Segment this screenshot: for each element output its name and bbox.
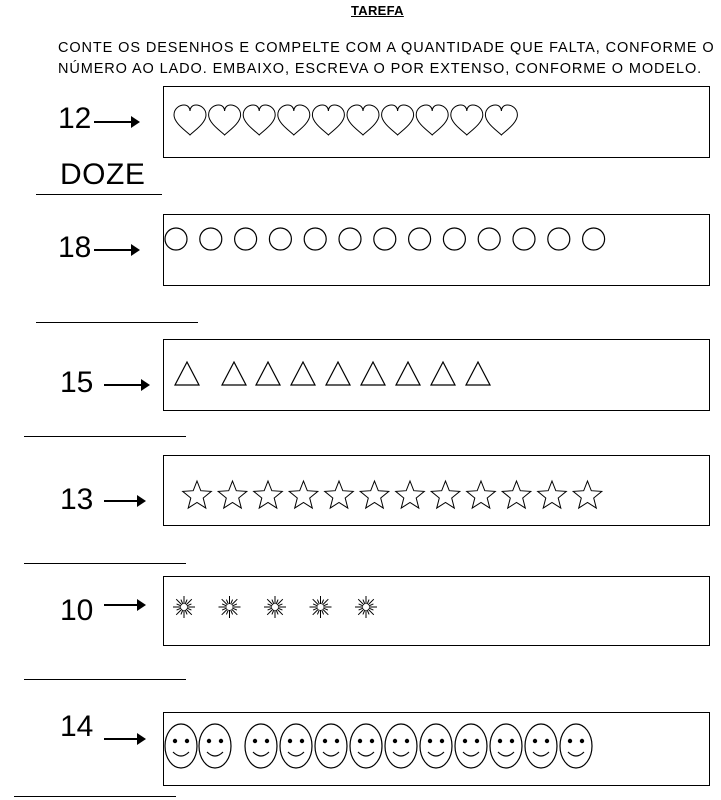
sun-icon	[173, 596, 195, 618]
answer-line[interactable]	[36, 194, 162, 195]
star-icon	[360, 481, 389, 508]
heart-icon	[174, 105, 206, 135]
arrow-icon	[104, 604, 144, 606]
smiley-face-icon	[385, 724, 417, 768]
star-icon	[573, 481, 602, 508]
instruction-line-1: CONTE OS DESENHOS E COMPELTE COM A QUANTIDADE QUE FALTA, CONFORME O	[58, 40, 715, 56]
heart-icon	[416, 105, 448, 135]
smiley-face-icon	[280, 724, 312, 768]
answer-line[interactable]	[24, 436, 186, 437]
heart-icon	[209, 105, 241, 135]
answer-word: DOZE	[60, 158, 146, 191]
smiley-face-icon	[490, 724, 522, 768]
circle-icon	[304, 228, 326, 250]
drawing-box[interactable]	[163, 339, 710, 411]
triangle-icon	[175, 362, 199, 385]
heart-icon	[485, 105, 517, 135]
triangle-icon	[466, 362, 490, 385]
arrow-icon	[104, 384, 148, 386]
arrow-icon	[104, 500, 144, 502]
shapes-canvas	[164, 215, 709, 285]
star-icon	[467, 481, 496, 508]
triangle-icon	[326, 362, 350, 385]
triangle-icon	[431, 362, 455, 385]
triangle-icon	[361, 362, 385, 385]
smiley-face-icon	[245, 724, 277, 768]
smiley-face-icon	[199, 724, 231, 768]
drawing-box[interactable]	[163, 214, 710, 286]
drawing-box[interactable]	[163, 712, 710, 786]
page-title: TAREFA	[351, 3, 404, 18]
triangle-icon	[256, 362, 280, 385]
answer-line[interactable]	[36, 322, 198, 323]
smiley-face-icon	[420, 724, 452, 768]
smiley-face-icon	[315, 724, 347, 768]
sun-icon	[219, 596, 241, 618]
shapes-canvas	[164, 456, 709, 525]
circle-icon	[235, 228, 257, 250]
answer-line[interactable]	[24, 563, 186, 564]
star-icon	[502, 481, 531, 508]
drawing-box[interactable]	[163, 86, 710, 158]
sun-icon	[310, 596, 332, 618]
smiley-face-icon	[560, 724, 592, 768]
smiley-face-icon	[165, 724, 197, 768]
circle-icon	[200, 228, 222, 250]
triangle-icon	[222, 362, 246, 385]
star-icon	[431, 481, 460, 508]
heart-icon	[451, 105, 483, 135]
circle-icon	[478, 228, 500, 250]
target-number: 18	[58, 231, 92, 264]
arrow-icon	[104, 738, 144, 740]
shapes-canvas	[164, 577, 709, 645]
heart-icon	[312, 105, 344, 135]
circle-icon	[443, 228, 465, 250]
sun-icon	[355, 596, 377, 618]
target-number: 13	[60, 483, 94, 516]
star-icon	[183, 481, 212, 508]
circle-icon	[165, 228, 187, 250]
circle-icon	[583, 228, 605, 250]
circle-icon	[409, 228, 431, 250]
star-icon	[218, 481, 247, 508]
target-number: 15	[60, 366, 94, 399]
drawing-box[interactable]	[163, 455, 710, 526]
instruction-line-2: NÚMERO AO LADO. EMBAIXO, ESCREVA O POR EXTENSO, CONFORME O MODELO.	[58, 61, 703, 77]
target-number: 14	[60, 710, 94, 743]
circle-icon	[339, 228, 361, 250]
drawing-box[interactable]	[163, 576, 710, 646]
shapes-canvas	[164, 87, 709, 157]
arrow-icon	[94, 121, 138, 123]
shapes-canvas	[164, 340, 709, 410]
circle-icon	[269, 228, 291, 250]
circle-icon	[513, 228, 535, 250]
star-icon	[289, 481, 318, 508]
triangle-icon	[291, 362, 315, 385]
target-number: 10	[60, 594, 94, 627]
answer-line[interactable]	[24, 679, 186, 680]
circle-icon	[374, 228, 396, 250]
star-icon	[538, 481, 567, 508]
circle-icon	[548, 228, 570, 250]
answer-line[interactable]	[14, 796, 176, 797]
heart-icon	[382, 105, 414, 135]
smiley-face-icon	[350, 724, 382, 768]
triangle-icon	[396, 362, 420, 385]
sun-icon	[264, 596, 286, 618]
smiley-face-icon	[455, 724, 487, 768]
star-icon	[254, 481, 283, 508]
star-icon	[396, 481, 425, 508]
target-number: 12	[58, 102, 92, 135]
heart-icon	[347, 105, 379, 135]
heart-icon	[278, 105, 310, 135]
star-icon	[325, 481, 354, 508]
heart-icon	[243, 105, 275, 135]
smiley-face-icon	[525, 724, 557, 768]
shapes-canvas	[164, 713, 709, 785]
arrow-icon	[94, 249, 138, 251]
